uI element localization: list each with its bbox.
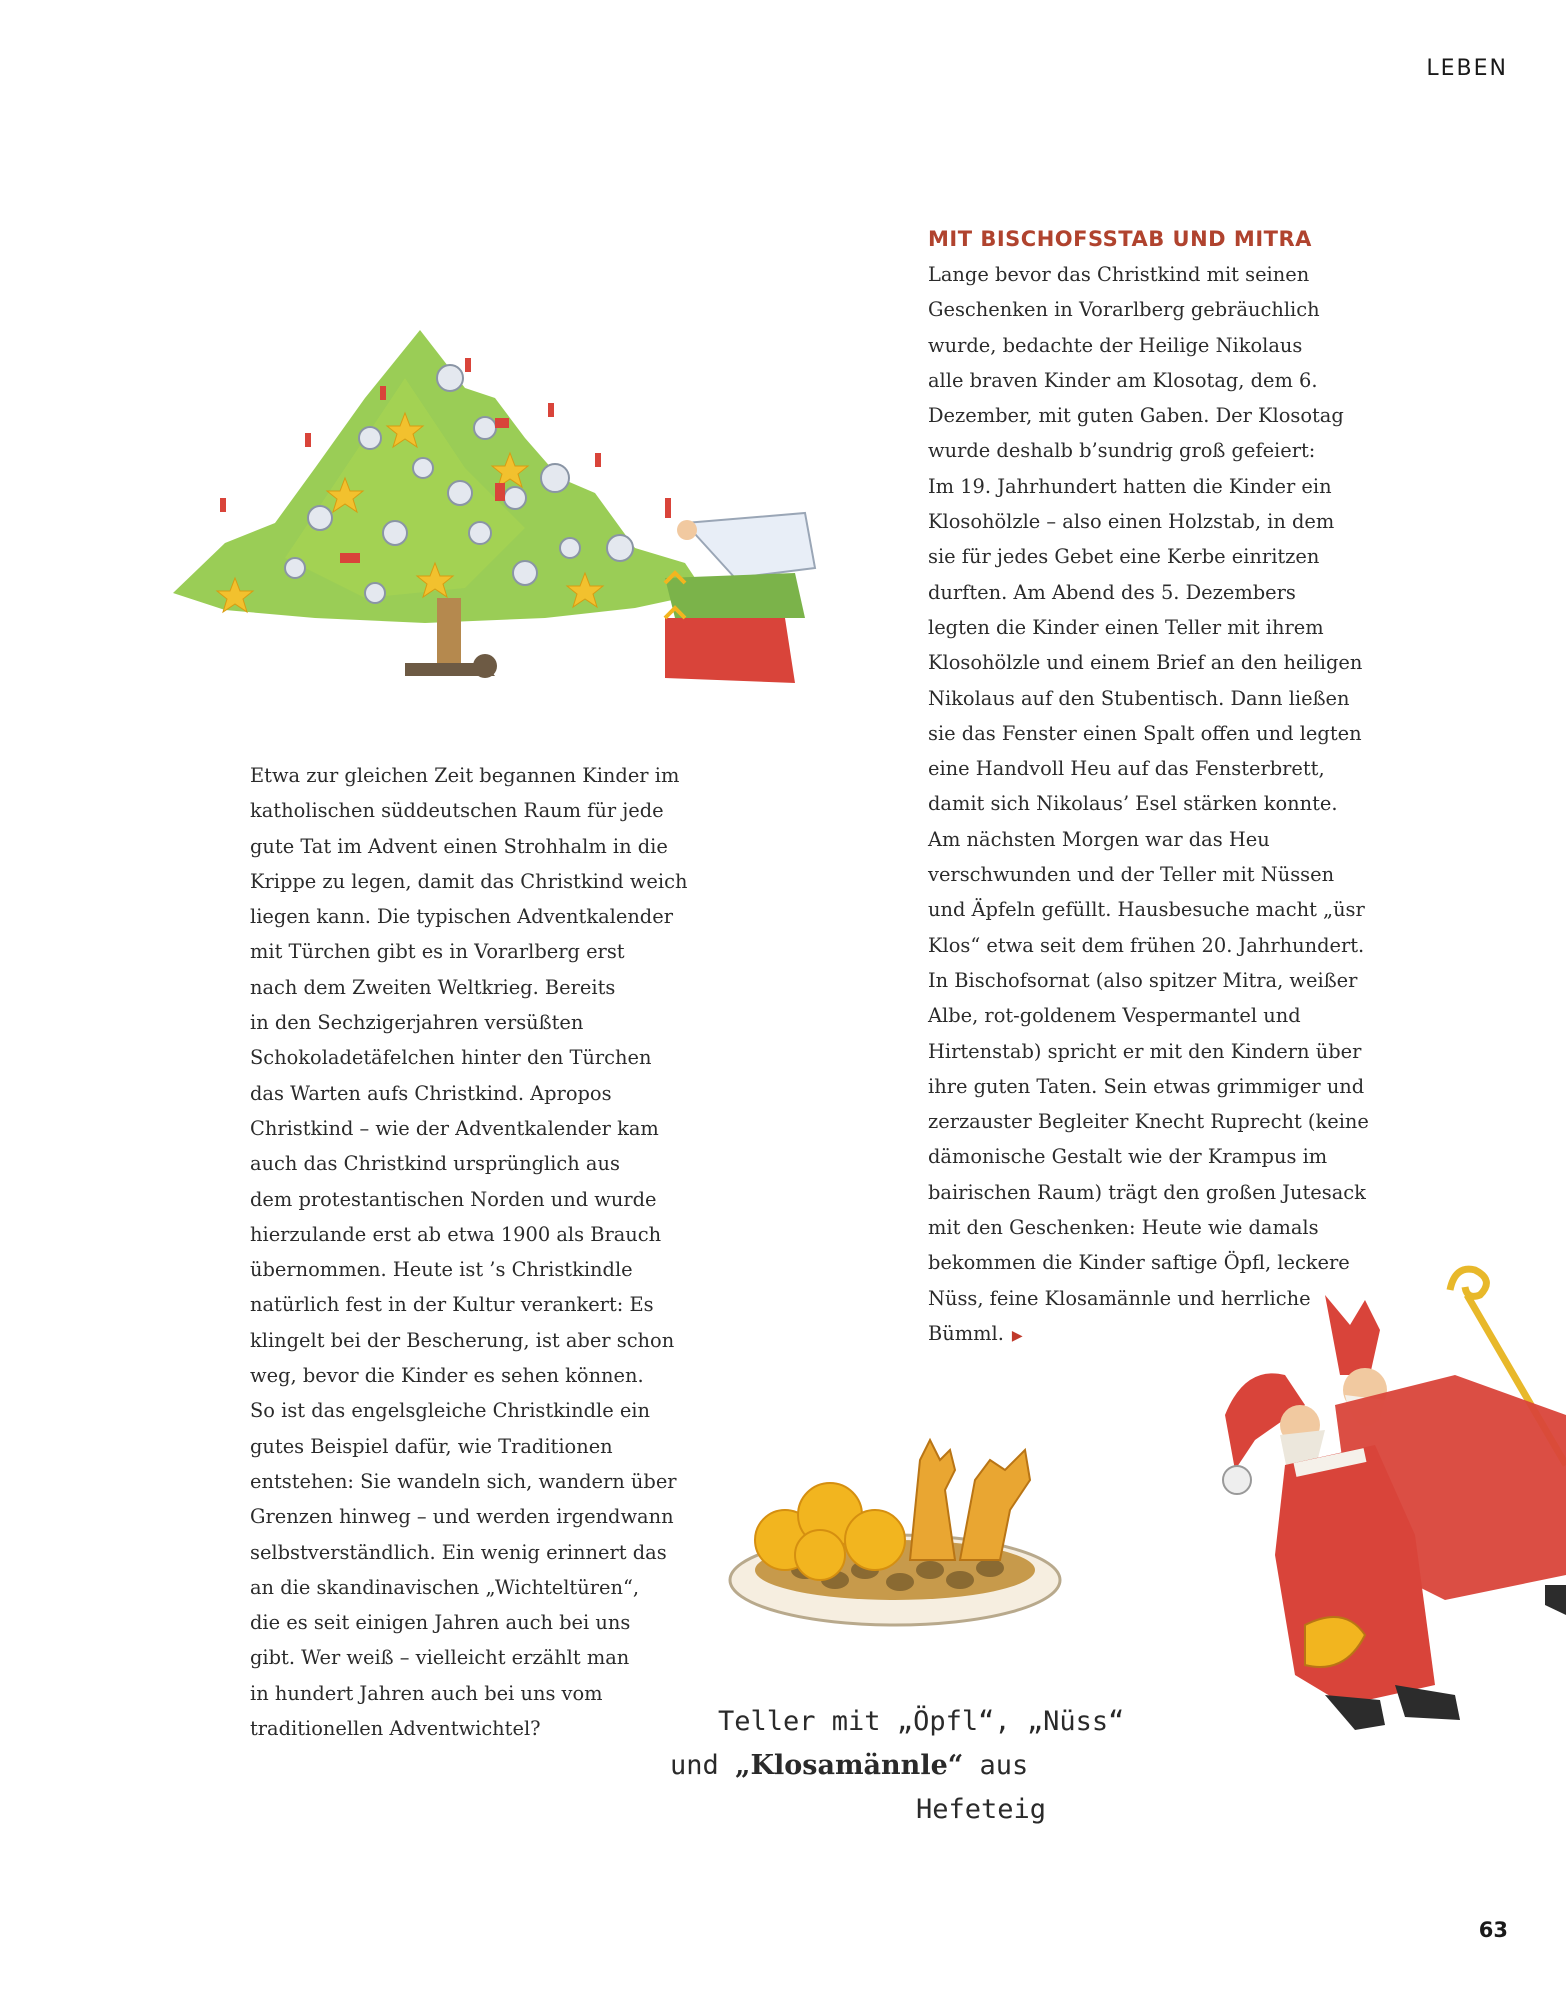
text-line: Klosohölzle und einem Brief an den heiligen <box>928 651 1363 675</box>
text-line: Klos“ etwa seit dem frühen 20. Jahrhundert. <box>928 933 1365 957</box>
text-line: Am nächsten Morgen war das Heu <box>928 827 1270 851</box>
caption-klosamaennle: „Klosamännle“ <box>735 1750 964 1781</box>
text-line: durften. Am Abend des 5. Dezembers <box>928 580 1296 604</box>
caption-line-2-suffix: aus <box>963 1750 1029 1781</box>
caption-line-2-prefix: und <box>670 1750 736 1781</box>
article-right-text <box>928 257 1488 1354</box>
text-line: Lange bevor das Christkind mit seinen <box>928 263 1310 286</box>
handwritten-caption <box>670 1700 1130 1832</box>
text-line: zerzauster Begleiter Knecht Ruprecht (keine <box>928 1110 1369 1134</box>
text-line: Klosohölzle – also einen Holzstab, in dem <box>928 510 1335 534</box>
text-line: dem protestantischen Norden und wurde <box>250 1187 657 1211</box>
text-line: in den Sechzigerjahren versüßten <box>250 1011 584 1035</box>
text-line: das Warten aufs Christkind. Apropos <box>250 1081 612 1105</box>
christmas-tree-illustration <box>165 318 825 698</box>
text-line: ihre guten Taten. Sein etwas grimmiger und <box>928 1074 1365 1098</box>
text-line: und Äpfeln gefüllt. Hausbesuche macht „üsr <box>928 898 1365 922</box>
text-line: So ist das engelsgleiche Christkindle ein <box>250 1399 650 1423</box>
text-line: Hirtenstab) spricht er mit den Kindern über <box>928 1039 1362 1063</box>
text-line: weg, bevor die Kinder es sehen können. <box>250 1364 644 1388</box>
text-line: Dezember, mit guten Gaben. Der Klosotag <box>928 404 1344 428</box>
text-line: nach dem Zweiten Weltkrieg. Bereits <box>250 975 616 999</box>
caption-line-2 <box>670 1744 1130 1788</box>
text-line: traditionellen Adventwichtel? <box>250 1717 541 1741</box>
text-line: entstehen: Sie wandeln sich, wandern über <box>250 1469 677 1493</box>
text-line: Krippe zu legen, damit das Christkind weich <box>250 869 688 893</box>
text-line: selbstverständlich. Ein wenig erinnert das <box>250 1540 667 1564</box>
article-heading: MIT BISCHOFSSTAB UND MITRA <box>928 227 1312 251</box>
caption-line-1: Teller mit „Öpfl“, „Nüss“ <box>718 1706 1125 1737</box>
text-line: eine Handvoll Heu auf das Fensterbrett, <box>928 757 1325 781</box>
text-line: bekommen die Kinder saftige Öpfl, leckere <box>928 1251 1350 1275</box>
text-line: legten die Kinder einen Teller mit ihrem <box>928 615 1324 639</box>
plate-of-apples-nuts-illustration <box>725 1420 1070 1635</box>
text-line: Grenzen hinweg – und werden irgendwann <box>250 1505 674 1529</box>
text-line: auch das Christkind ursprünglich aus <box>250 1152 620 1176</box>
text-line: gute Tat im Advent einen Strohhalm in die <box>250 834 668 858</box>
text-line: hierzulande erst ab etwa 1900 als Brauch <box>250 1222 662 1246</box>
text-line: damit sich Nikolaus’ Esel stärken konnte. <box>928 792 1338 816</box>
text-line: an die skandinavischen „Wichteltüren“, <box>250 1575 640 1599</box>
nikolaus-and-ruprecht-illustration <box>1205 1255 1566 1815</box>
text-line: natürlich fest in der Kultur verankert: Es <box>250 1293 654 1317</box>
text-line: gibt. Wer weiß – vielleicht erzählt man <box>250 1646 630 1670</box>
text-line: wurde deshalb b’sundrig groß gefeiert: <box>928 439 1316 463</box>
text-line: verschwunden und der Teller mit Nüssen <box>928 863 1335 887</box>
text-line: sie das Fenster einen Spalt offen und legten <box>928 721 1362 745</box>
text-line: klingelt bei der Bescherung, ist aber schon <box>250 1328 675 1352</box>
text-line: Nikolaus auf den Stubentisch. Dann ließen <box>928 686 1350 710</box>
text-line: übernommen. Heute ist ’s Christkindle <box>250 1258 633 1282</box>
text-line: Albe, rot-goldenem Vespermantel und <box>928 1004 1301 1028</box>
text-line: Geschenken in Vorarlberg gebräuchlich <box>928 298 1320 322</box>
section-label: LEBEN <box>1426 56 1508 81</box>
text-line: wurde, bedachte der Heilige Nikolaus <box>928 333 1303 357</box>
page-number: 63 <box>1478 1918 1508 1942</box>
text-line: die es seit einigen Jahren auch bei uns <box>250 1611 631 1635</box>
text-line: liegen kann. Die typischen Adventkalender <box>250 905 673 929</box>
text-line: sie für jedes Gebet eine Kerbe einritzen <box>928 545 1320 569</box>
text-line: gutes Beispiel dafür, wie Traditionen <box>250 1434 613 1458</box>
article-left-text <box>250 758 690 1746</box>
text-line: mit den Geschenken: Heute wie damals <box>928 1216 1319 1240</box>
text-line-last-words: Bümml. <box>928 1321 1004 1345</box>
text-line: Schokoladetäfelchen hinter den Türchen <box>250 1046 652 1070</box>
text-line: Christkind – wie der Adventkalender kam <box>250 1116 659 1140</box>
text-line: bairischen Raum) trägt den großen Jutesack <box>928 1180 1366 1204</box>
text-line: dämonische Gestalt wie der Krampus im <box>928 1145 1328 1169</box>
text-line: katholischen süddeutschen Raum für jede <box>250 799 664 823</box>
article-right-column <box>928 227 1488 1354</box>
text-line: Im 19. Jahrhundert hatten die Kinder ein <box>928 474 1332 498</box>
text-line: alle braven Kinder am Klosotag, dem 6. <box>928 368 1318 392</box>
text-line: Etwa zur gleichen Zeit begannen Kinder im <box>250 764 680 787</box>
text-line: mit Türchen gibt es in Vorarlberg erst <box>250 940 625 964</box>
article-left-column <box>250 758 690 1746</box>
text-line: Nüss, feine Klosamännle und herrliche <box>928 1286 1311 1310</box>
text-line: in hundert Jahren auch bei uns vom <box>250 1681 603 1705</box>
text-line: In Bischofsornat (also spitzer Mitra, weißer <box>928 968 1358 992</box>
end-of-article-marker-icon: ▶ <box>1011 1327 1023 1344</box>
caption-line-3: Hefeteig <box>916 1794 1047 1825</box>
